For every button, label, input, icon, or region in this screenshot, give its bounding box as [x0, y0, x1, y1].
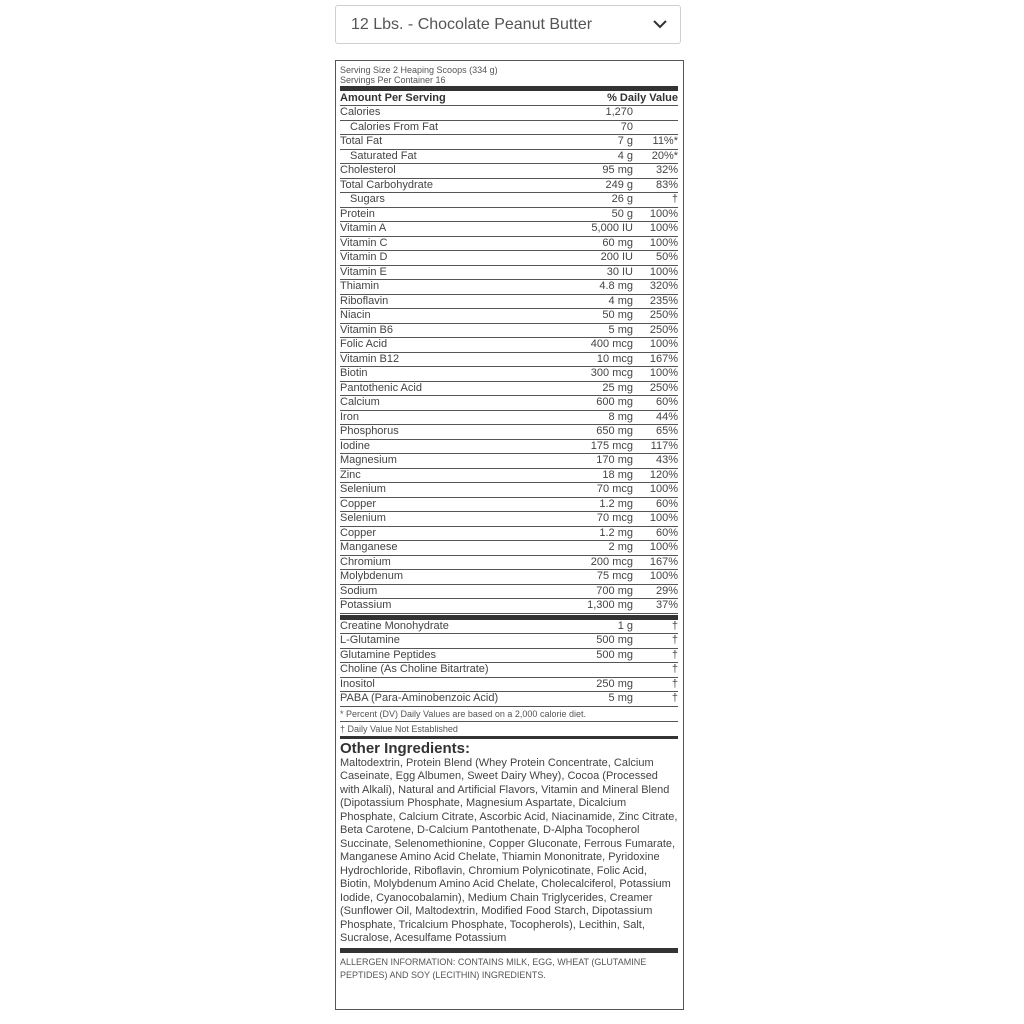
nutrient-row: [340, 367, 678, 382]
nutrient-row: [340, 634, 678, 649]
nutrient-name: Selenium: [340, 512, 386, 525]
nutrient-row: [340, 396, 678, 411]
nutrient-daily-value: 100%: [649, 541, 678, 554]
nutrient-amount: 5 mg: [608, 323, 633, 336]
nutrient-amount: 60 mg: [602, 236, 633, 249]
nutrient-amount: 1.2 mg: [599, 526, 633, 539]
nutrient-name: Vitamin B6: [340, 323, 393, 336]
divider-thick: [340, 948, 678, 953]
nutrient-daily-value: 320%: [649, 280, 678, 293]
nutrient-name: Chromium: [340, 555, 391, 568]
nutrient-daily-value: †: [671, 634, 678, 647]
nutrient-daily-value: 100%: [649, 222, 678, 235]
nutrient-row: [340, 164, 678, 179]
nutrient-name: Inositol: [340, 677, 375, 690]
nutrient-amount: 75 mcg: [596, 570, 633, 583]
nutrient-daily-value: 37%: [655, 599, 678, 612]
nutrient-name: Calcium: [340, 396, 380, 409]
nutrient-daily-value: 100%: [649, 367, 678, 380]
nutrient-amount: 70 mcg: [596, 483, 633, 496]
nutrient-daily-value: 65%: [655, 425, 678, 438]
allergen-information: ALLERGEN INFORMATION: CONTAINS MILK, EGG, WHEAT (GLUTAMINE PEPTIDES) AND SOY (LECITHIN) INGREDIENTS.: [340, 956, 647, 980]
nutrient-daily-value: 32%: [655, 164, 678, 177]
nutrient-name: Protein: [340, 207, 375, 220]
nutrient-row: [340, 512, 678, 527]
nutrient-amount: 5,000 IU: [591, 222, 633, 235]
nutrient-daily-value: 44%: [655, 410, 678, 423]
nutrient-amount: 4.8 mg: [599, 280, 633, 293]
nutrient-amount: 26 g: [611, 193, 633, 206]
nutrient-daily-value: 167%: [649, 352, 678, 365]
nutrient-name: Iron: [340, 410, 359, 423]
nutrient-name: Thiamin: [340, 280, 380, 293]
nutrient-amount: 4 mg: [608, 294, 633, 307]
servings-per-container: Servings Per Container 16: [340, 75, 446, 85]
nutrient-row: [340, 411, 678, 426]
nutrient-amount: 1,270: [605, 106, 633, 119]
nutrient-name: Cholesterol: [340, 164, 396, 177]
nutrient-daily-value: 60%: [655, 497, 678, 510]
nutrient-amount: 200 mcg: [590, 555, 633, 568]
nutrient-daily-value: 100%: [649, 512, 678, 525]
nutrient-table: [340, 106, 678, 614]
nutrient-row: [340, 324, 678, 339]
nutrient-daily-value: 250%: [649, 309, 678, 322]
nutrient-daily-value: 117%: [650, 439, 678, 452]
nutrient-row: [340, 469, 678, 484]
nutrient-name: Magnesium: [340, 454, 397, 467]
nutrient-row: [340, 193, 678, 208]
other-ingredients-heading: Other Ingredients:: [340, 739, 471, 757]
flavor-size-select[interactable]: [335, 5, 681, 44]
nutrient-name: Riboflavin: [340, 294, 389, 307]
nutrient-name: Creatine Monohydrate: [340, 619, 449, 632]
nutrient-row: [340, 295, 678, 310]
flavor-size-select-value: 12 Lbs. - Chocolate Peanut Butter: [351, 15, 593, 33]
nutrient-amount: 650 mg: [596, 425, 633, 438]
divider-medium: [340, 736, 678, 739]
nutrient-row: [340, 663, 678, 678]
nutrient-name: Choline (As Choline Bitartrate): [340, 663, 489, 676]
serving-size: Serving Size 2 Heaping Scoops (334 g): [340, 65, 498, 75]
nutrient-amount: 249 g: [605, 178, 633, 191]
nutrient-daily-value: 20%*: [651, 149, 678, 162]
nutrient-row: [340, 382, 678, 397]
nutrient-amount: 1,300 mg: [587, 599, 633, 612]
nutrient-row: [340, 556, 678, 571]
nutrient-daily-value: 29%: [655, 584, 678, 597]
nutrient-amount: 700 mg: [596, 584, 633, 597]
nutrient-row: [340, 237, 678, 252]
nutrient-amount: 500 mg: [596, 634, 633, 647]
nutrient-row: [340, 179, 678, 194]
nutrient-row: [340, 454, 678, 469]
nutrient-name: Vitamin D: [340, 251, 388, 264]
nutrient-daily-value: †: [671, 619, 678, 632]
nutrient-name: L-Glutamine: [340, 634, 400, 647]
nutrient-daily-value: 235%: [649, 294, 678, 307]
nutrient-name: Calories: [340, 106, 381, 119]
nutrient-row: [340, 135, 678, 150]
nutrient-amount: 2 mg: [608, 541, 633, 554]
nutrient-row: [340, 620, 678, 635]
nutrient-amount: 1.2 mg: [599, 497, 633, 510]
nutrient-row: [340, 309, 678, 324]
nutrient-name: Phosphorus: [340, 425, 399, 438]
nutrient-name: Copper: [340, 497, 377, 510]
nutrient-amount: 95 mg: [602, 164, 633, 177]
nutrient-daily-value: †: [671, 692, 678, 705]
nutrient-name: Sodium: [340, 584, 378, 597]
footnote-percent: * Percent (DV) Daily Values are based on a 2,000 calorie diet.: [340, 707, 678, 722]
nutrient-daily-value: 100%: [649, 265, 678, 278]
nutrient-amount: 170 mg: [596, 454, 633, 467]
nutrient-row: [340, 440, 678, 455]
nutrient-name: Biotin: [340, 367, 368, 380]
nutrient-name: Total Fat: [340, 135, 383, 148]
nutrient-row: [340, 208, 678, 223]
nutrient-name: Pantothenic Acid: [340, 381, 422, 394]
nutrient-row: [340, 266, 678, 281]
nutrient-daily-value: 250%: [649, 323, 678, 336]
nutrient-name: Total Carbohydrate: [340, 178, 433, 191]
nutrient-amount: 70: [620, 120, 633, 133]
nutrient-row: [340, 692, 678, 707]
nutrient-row: [340, 251, 678, 266]
nutrient-row: [340, 353, 678, 368]
nutrient-daily-value: 43%: [655, 454, 678, 467]
nutrient-name: Calories From Fat: [350, 120, 439, 133]
footnote-dagger: † Daily Value Not Established: [340, 723, 458, 734]
nutrient-row: [340, 338, 678, 353]
daily-value-heading: % Daily Value: [607, 92, 678, 104]
nutrient-amount: 300 mcg: [590, 367, 633, 380]
nutrient-row: [340, 425, 678, 440]
nutrient-row: [340, 280, 678, 295]
nutrient-amount: 7 g: [617, 135, 633, 148]
nutrient-daily-value: 11%*: [652, 135, 678, 148]
nutrient-name: Copper: [340, 526, 377, 539]
nutrient-amount: 500 mg: [596, 648, 633, 661]
nutrient-amount: 400 mcg: [590, 338, 633, 351]
nutrient-name: Potassium: [340, 599, 392, 612]
nutrient-daily-value: 167%: [649, 555, 678, 568]
nutrient-daily-value: 250%: [649, 381, 678, 394]
nutrient-row: [340, 498, 678, 513]
nutrient-amount: 175 mcg: [590, 439, 633, 452]
nutrient-row: [340, 121, 678, 136]
nutrient-daily-value: 100%: [649, 483, 678, 496]
nutrient-row: [340, 150, 678, 165]
nutrient-name: Zinc: [340, 468, 361, 481]
nutrient-row: [340, 599, 678, 614]
nutrient-daily-value: †: [671, 193, 678, 206]
nutrient-amount: 8 mg: [608, 410, 633, 423]
nutrient-daily-value: 100%: [649, 338, 678, 351]
nutrient-name: Vitamin B12: [340, 352, 400, 365]
nutrient-name: Sugars: [350, 193, 385, 206]
nutrient-daily-value: 50%: [655, 251, 678, 264]
nutrient-amount: 5 mg: [608, 692, 633, 705]
supplement-facts-label: [335, 60, 684, 1010]
nutrient-row: [340, 541, 678, 556]
nutrient-daily-value: †: [671, 677, 678, 690]
nutrient-daily-value: 60%: [655, 396, 678, 409]
nutrient-name: Iodine: [340, 439, 370, 452]
nutrient-amount: 1 g: [617, 619, 633, 632]
nutrient-amount: 50 mg: [602, 309, 633, 322]
nutrient-amount: 70 mcg: [596, 512, 633, 525]
nutrient-row: [340, 483, 678, 498]
nutrient-daily-value: 83%: [655, 178, 678, 191]
nutrient-daily-value: 60%: [655, 526, 678, 539]
nutrient-amount: 4 g: [617, 149, 633, 162]
nutrient-row: [340, 106, 678, 121]
nutrient-name: Selenium: [340, 483, 386, 496]
nutrient-row: [340, 222, 678, 237]
nutrient-amount: 10 mcg: [596, 352, 633, 365]
nutrient-daily-value: †: [671, 663, 678, 676]
nutrient-amount: 600 mg: [596, 396, 633, 409]
nutrient-row: [340, 649, 678, 664]
amount-per-serving-heading: Amount Per Serving: [340, 92, 446, 104]
other-ingredients-text: Maltodextrin, Protein Blend (Whey Protein Concentrate, Calcium Caseinate, Egg Albumen, Sweet Dairy Whey), Cocoa (Processed with Alkali), Natural and Artificial Flavors, Vitamin and Mineral Blend (Dipotassium Phosphate, Magnesium Aspartate, Dicalcium Phosphate, Calcium Citrate, Ascorbic Acid, Niacinamide, Zinc Citrate, Beta Carotene, D-Calcium Pantothenate, D-Alpha Tocopherol Succinate, Selenomethionine, Copper Gluconate, Ferrous Fumarate, Manganese Amino Acid Chelate, Thiamin Mononitrate, Pyridoxine Hydrochloride, Riboflavin, Chromium Polynicotinate, Folic Acid, Biotin, Molybdenum Amino Acid Chelate, Cholecalciferol, Potassium Iodide, Cyanocobalamin), Medium Chain Triglycerides, Creamer (Sunflower Oil, Maltodextrin, Modified Food Starch, Dipotassium Phosphate, Tricalcium Phosphate, Tocopherols), Lecithin, Salt, Sucralose, Acesulfame Potassium: [340, 756, 678, 944]
chevron-down-icon[interactable]: [652, 17, 668, 33]
nutrient-amount: 30 IU: [606, 265, 633, 278]
nutrient-daily-value: †: [671, 648, 678, 661]
nutrient-amount: 18 mg: [602, 468, 633, 481]
nutrient-amount: 50 g: [611, 207, 633, 220]
other-nutrient-table: [340, 620, 678, 707]
nutrient-name: Vitamin C: [340, 236, 388, 249]
nutrient-daily-value: 100%: [649, 236, 678, 249]
nutrient-name: Niacin: [340, 309, 371, 322]
nutrient-name: PABA (Para-Aminobenzoic Acid): [340, 692, 499, 705]
nutrient-name: Molybdenum: [340, 570, 403, 583]
nutrient-name: Folic Acid: [340, 338, 388, 351]
nutrient-row: [340, 678, 678, 693]
nutrient-amount: 200 IU: [600, 251, 633, 264]
nutrient-name: Vitamin E: [340, 265, 387, 278]
nutrient-name: Vitamin A: [340, 222, 387, 235]
nutrient-amount: 250 mg: [596, 677, 633, 690]
nutrient-name: Saturated Fat: [350, 149, 417, 162]
nutrient-name: Manganese: [340, 541, 398, 554]
nutrient-row: [340, 585, 678, 600]
nutrient-row: [340, 570, 678, 585]
nutrient-daily-value: 120%: [649, 468, 678, 481]
nutrient-daily-value: 100%: [649, 207, 678, 220]
nutrient-row: [340, 527, 678, 542]
amount-header: [340, 91, 678, 106]
nutrient-amount: 25 mg: [602, 381, 633, 394]
nutrient-daily-value: 100%: [649, 570, 678, 583]
nutrient-name: Glutamine Peptides: [340, 648, 436, 661]
